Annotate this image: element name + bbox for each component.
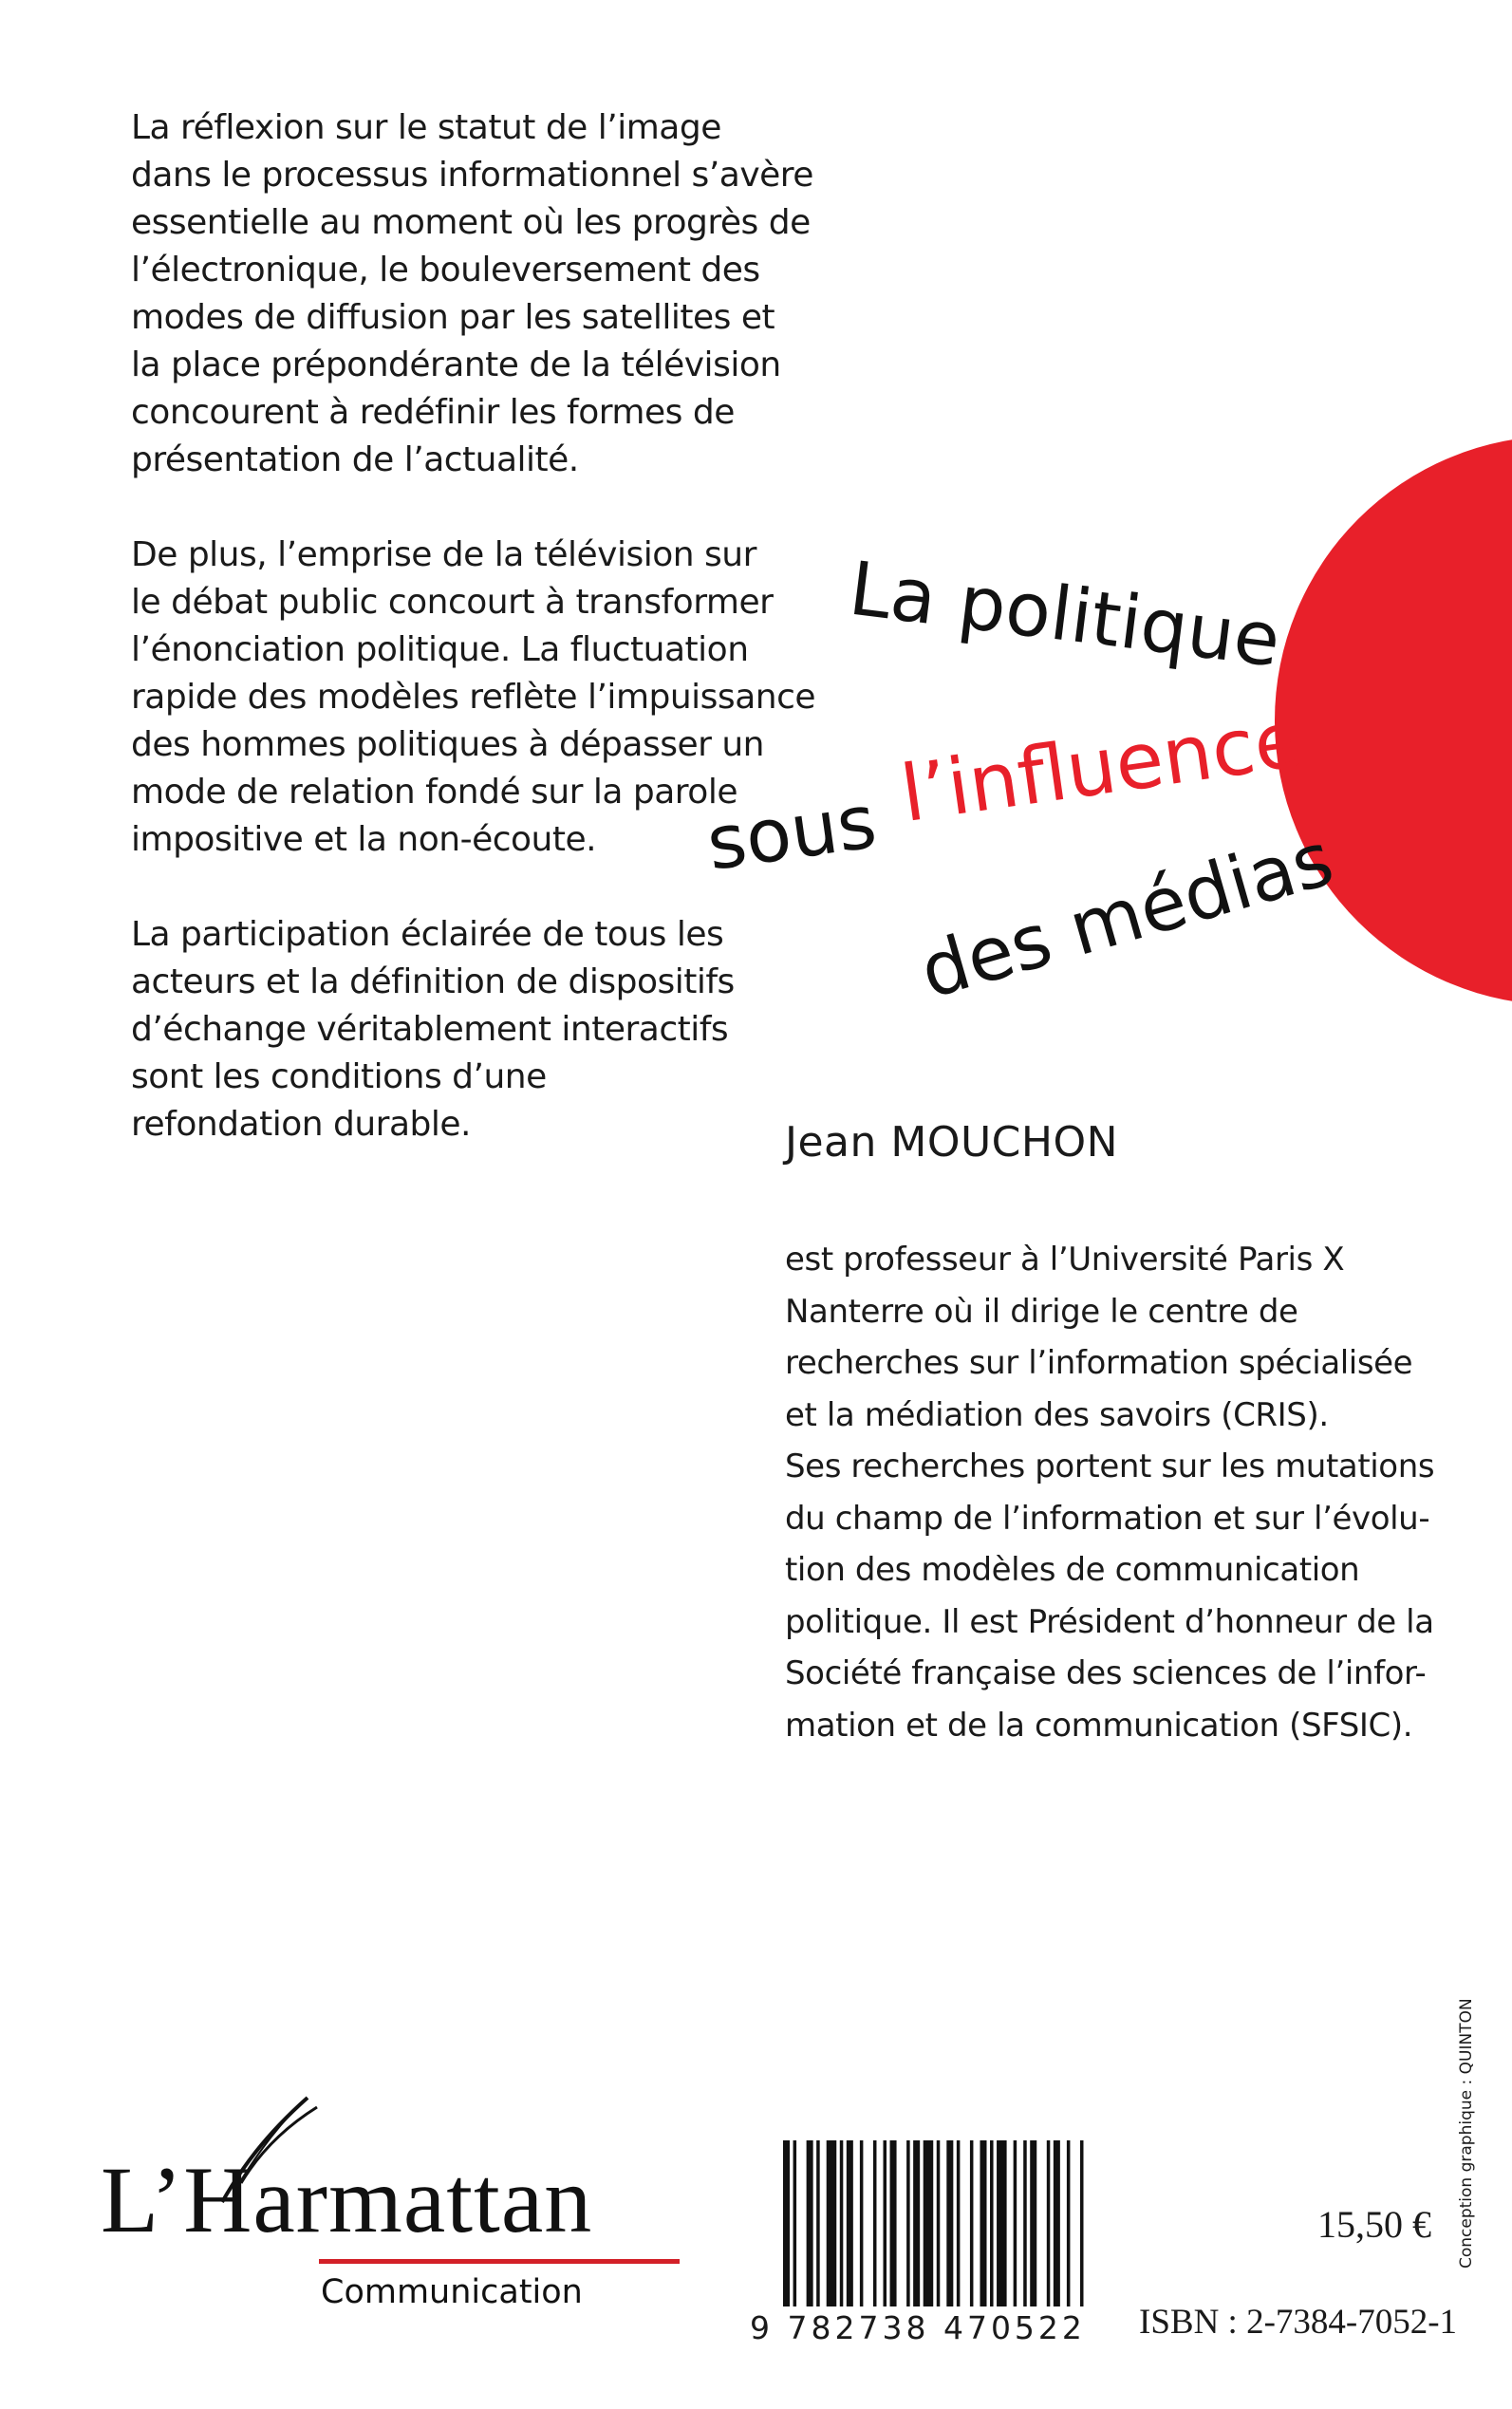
barcode-bar bbox=[1080, 2140, 1084, 2306]
barcode-bar bbox=[980, 2140, 986, 2306]
publisher-logo-text: L’Harmattan bbox=[101, 2147, 593, 2252]
barcode-bar bbox=[827, 2140, 837, 2306]
barcode-bar bbox=[1047, 2140, 1051, 2306]
barcode-bar bbox=[1054, 2140, 1060, 2306]
text-line: présentation de l’actualité. bbox=[131, 440, 579, 479]
barcode-bar bbox=[1014, 2140, 1017, 2306]
title-word-influence: l’influence bbox=[895, 694, 1309, 840]
title-line-3: des médias bbox=[911, 816, 1343, 1016]
text-line: tion des modèles de communication bbox=[785, 1551, 1360, 1589]
barcode-bar bbox=[807, 2140, 813, 2306]
barcode-bar bbox=[793, 2140, 797, 2306]
barcode-bar bbox=[997, 2140, 1007, 2306]
collection-name: Communication bbox=[321, 2273, 583, 2311]
barcode-bar bbox=[957, 2140, 961, 2306]
barcode-bar bbox=[906, 2140, 910, 2306]
barcode-bars bbox=[783, 2140, 1087, 2306]
text-line: la place prépondérante de la télévision bbox=[131, 345, 781, 384]
barcode-bar bbox=[970, 2140, 974, 2306]
barcode-bar bbox=[883, 2140, 887, 2306]
barcode-bar bbox=[873, 2140, 877, 2306]
text-line: dans le processus informationnel s’avère bbox=[131, 156, 813, 195]
red-circle-graphic bbox=[1275, 436, 1512, 1005]
text-line: Nanterre où il dirige le centre de bbox=[785, 1292, 1298, 1331]
title-line-1: La politique bbox=[845, 546, 1285, 684]
text-line: acteurs et la définition de dispositifs bbox=[131, 962, 735, 1001]
design-credit: Conception graphique : QUINTON bbox=[1457, 1998, 1476, 2269]
text-line: La participation éclairée de tous les bbox=[131, 915, 724, 954]
text-line: des hommes politiques à dépasser un bbox=[131, 725, 764, 764]
barcode-bar bbox=[924, 2140, 934, 2306]
barcode-bar bbox=[1067, 2140, 1071, 2306]
text-line: Ses recherches portent sur les mutations bbox=[785, 1447, 1435, 1485]
barcode-bar bbox=[1030, 2140, 1036, 2306]
summary-paragraph-3 bbox=[131, 911, 814, 1148]
text-line: concourent à redéfinir les formes de bbox=[131, 393, 735, 432]
summary-paragraph-1 bbox=[131, 104, 814, 484]
text-line: sont les conditions d’une bbox=[131, 1057, 547, 1096]
isbn: ISBN : 2-7384-7052-1 bbox=[1139, 2303, 1458, 2342]
text-line: mation et de la communication (SFSIC). bbox=[785, 1706, 1413, 1745]
barcode-bar bbox=[990, 2140, 994, 2306]
text-line: Société française des sciences de l’infor- bbox=[785, 1654, 1427, 1692]
publisher-logo bbox=[101, 2093, 594, 2311]
logo-red-rule bbox=[319, 2259, 680, 2264]
barcode-bar bbox=[860, 2140, 864, 2306]
text-line: et la médiation des savoirs (CRIS). bbox=[785, 1395, 1329, 1434]
author-name: Jean MOUCHON bbox=[785, 1118, 1119, 1167]
text-line: mode de relation fondé sur la parole bbox=[131, 773, 737, 812]
barcode-bar bbox=[816, 2140, 820, 2306]
barcode-digits: 9 782738 470522 bbox=[750, 2309, 1086, 2346]
text-line: l’énonciation politique. La fluctuation bbox=[131, 630, 749, 669]
text-line: essentielle au moment où les progrès de bbox=[131, 203, 811, 242]
barcode-bar bbox=[840, 2140, 844, 2306]
text-line: La réflexion sur le statut de l’image bbox=[131, 108, 721, 147]
barcode-bar bbox=[937, 2140, 941, 2306]
price: 15,50 € bbox=[1317, 2203, 1431, 2246]
barcode-bar bbox=[783, 2140, 790, 2306]
text-line: refondation durable. bbox=[131, 1105, 471, 1144]
text-line: du champ de l’information et sur l’évolu- bbox=[785, 1499, 1430, 1538]
text-line: est professeur à l’Université Paris X bbox=[785, 1241, 1345, 1279]
text-line: impositive et la non-écoute. bbox=[131, 820, 597, 859]
text-line: modes de diffusion par les satellites et bbox=[131, 298, 775, 337]
barcode bbox=[750, 2140, 1092, 2368]
text-line: De plus, l’emprise de la télévision sur bbox=[131, 535, 756, 574]
text-line: l’électronique, le bouleversement des bbox=[131, 251, 760, 289]
barcode-bar bbox=[890, 2140, 897, 2306]
text-line: d’échange véritablement interactifs bbox=[131, 1010, 729, 1049]
barcode-bar bbox=[1023, 2140, 1027, 2306]
barcode-bar bbox=[913, 2140, 920, 2306]
author-bio bbox=[785, 1234, 1468, 1751]
barcode-bar bbox=[847, 2140, 853, 2306]
barcode-bar bbox=[946, 2140, 953, 2306]
text-line: le débat public concourt à transformer bbox=[131, 583, 774, 622]
text-line: rapide des modèles reflète l’impuissance bbox=[131, 678, 816, 717]
text-line: recherches sur l’information spécialisée bbox=[785, 1344, 1413, 1382]
title-word-sous: sous bbox=[701, 779, 882, 887]
text-line: politique. Il est Président d’honneur de la bbox=[785, 1602, 1434, 1641]
